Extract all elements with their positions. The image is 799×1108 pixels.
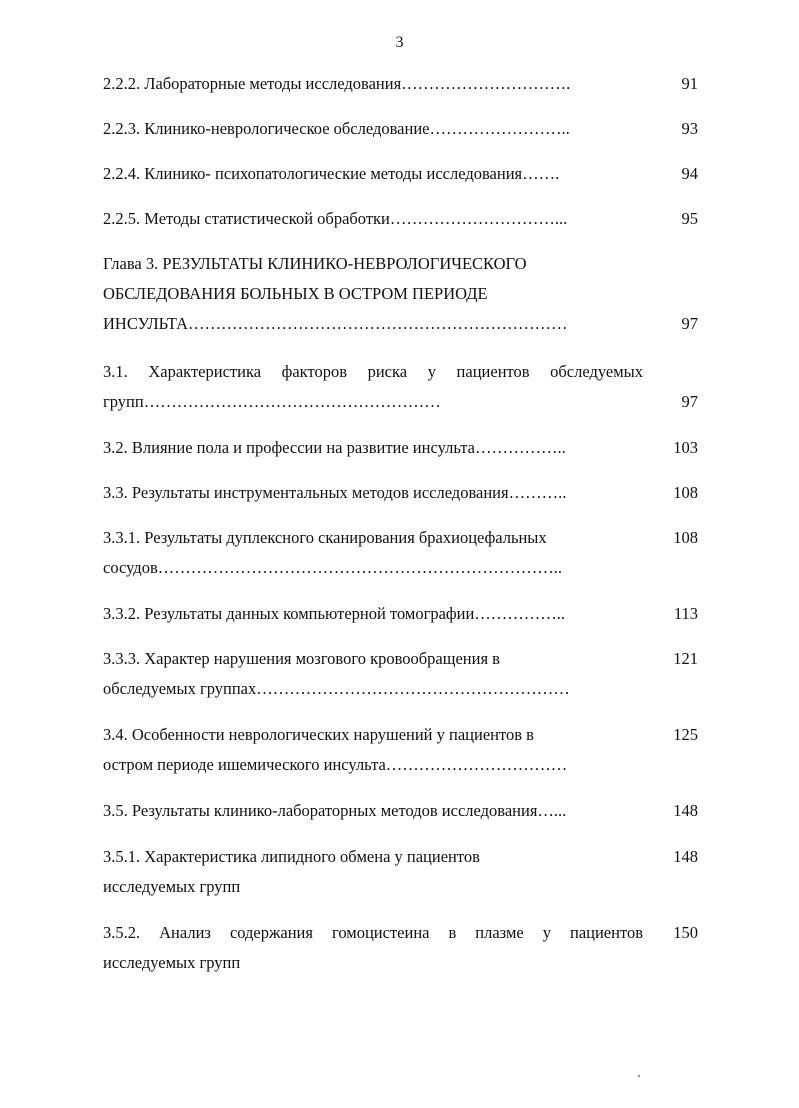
toc-entry-text: 3.3.2. Результаты данных компьютерной томографии…………….. [103,604,566,623]
page-number: 3 [395,34,404,51]
toc-entry-text: 3.2. Влияние пола и профессии на развитие инсульта…………….. [103,438,566,457]
toc-entry-text: 3.3.1. Результаты дуплексного сканирования брахиоцефальных [103,528,547,547]
scan-speck [638,1075,640,1077]
toc-page-number: 150 [673,923,698,942]
toc-entry-text: исследуемых групп [103,877,241,896]
toc-entry-text: 3.1. Характеристика факторов риска у пациентов обследуемых [103,362,643,381]
toc-page-number: 91 [681,74,698,93]
toc-entry-text: 2.2.4. Клинико- психопатологические методы исследования……. [103,164,560,183]
toc-page-number: 113 [673,604,698,623]
toc-page-number: 125 [673,725,698,744]
toc-page-number: 103 [673,438,698,457]
toc-entry-text: Глава 3. РЕЗУЛЬТАТЫ КЛИНИКО-НЕВРОЛОГИЧЕСКОГО [103,254,527,273]
toc-entry-text: остром периоде ишемического инсульта…………………………… [103,755,568,774]
toc-entry-text: групп……………………………………………… [103,392,441,411]
toc-page-number: 97 [681,392,698,411]
toc-entry-text: ИНСУЛЬТА…………………………………………………………… [103,314,568,333]
toc-page-number: 148 [673,801,698,820]
toc-entry-text: исследуемых групп [103,953,241,972]
toc-entry-text: ОБСЛЕДОВАНИЯ БОЛЬНЫХ В ОСТРОМ ПЕРИОДЕ [103,284,488,303]
toc-entry-text: 3.4. Особенности неврологических нарушений у пациентов в [103,725,534,744]
toc-entry-text: 2.2.2. Лабораторные методы исследования…………………………. [103,74,571,93]
toc-page-number: 93 [681,119,698,138]
toc-entry-text: 2.2.3. Клинико-неврологическое обследование…………………….. [103,119,570,138]
toc-entry-text: обследуемых группах………………………………………………… [103,679,570,698]
toc-page-number: 148 [673,847,698,866]
toc-page-number: 97 [681,314,698,333]
toc-entry-text: 3.5. Результаты клинико-лабораторных методов исследования…... [103,801,567,820]
toc-page-number: 108 [673,528,698,547]
toc-entry-text: 2.2.5. Методы статистической обработки…………………………... [103,209,568,228]
toc-page-number: 108 [673,483,698,502]
toc-page-number: 95 [681,209,698,228]
toc-page-number: 94 [681,164,698,183]
toc-entry-text: 3.5.1. Характеристика липидного обмена у пациентов [103,847,480,866]
toc-page-number: 121 [673,649,698,668]
toc-entry-text: сосудов……………………………………………………………….. [103,558,562,577]
toc-entry-text: 3.3. Результаты инструментальных методов исследования……….. [103,483,567,502]
toc-entry-text: 3.3.3. Характер нарушения мозгового кровообращения в [103,649,500,668]
toc-entry-text: 3.5.2. Анализ содержания гомоцистеина в плазме у пациентов [103,923,643,942]
